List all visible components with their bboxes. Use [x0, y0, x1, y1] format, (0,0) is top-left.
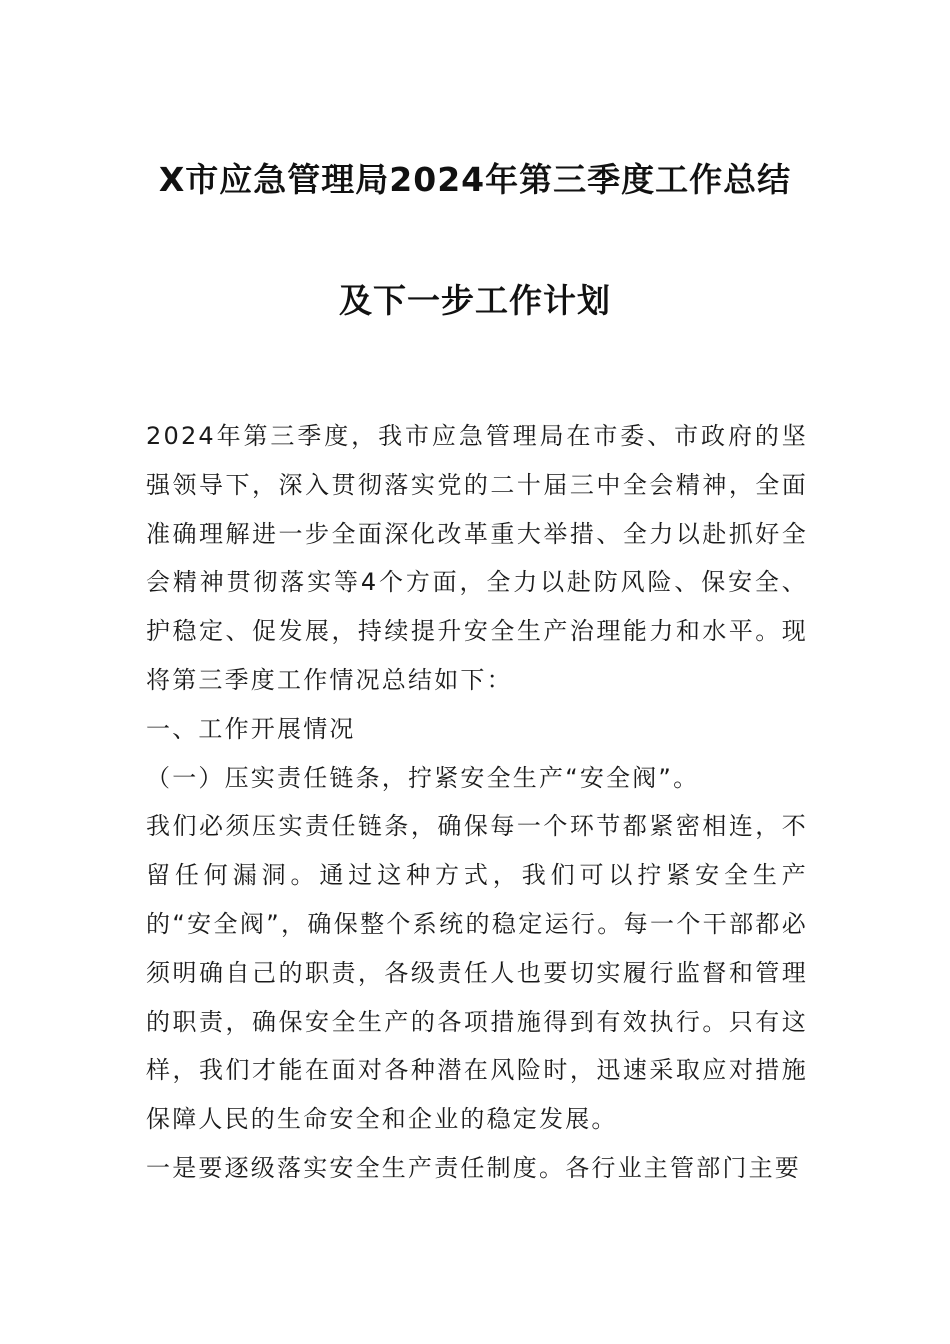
- intro-paragraph: 2024年第三季度，我市应急管理局在市委、市政府的坚强领导下，深入贯彻落实党的二十届三中全会精神，全面准确理解进一步全面深化改革重大举措、全力以赴抓好全会精神贯彻落实等4个方面，全力以赴防风险、保安全、护稳定、促发展，持续提升安全生产治理能力和水平。现将第三季度工作情况总结如下：: [146, 422, 808, 694]
- document-title-line-1: X市应急管理局2024年第三季度工作总结: [158, 160, 792, 199]
- subsection-heading-1: （一）压实责任链条，拧紧安全生产“安全阀”。: [146, 763, 700, 792]
- body-paragraph-partial: 一是要逐级落实安全生产责任制度。各行业主管部门主要: [146, 1153, 801, 1182]
- body-paragraph: 我们必须压实责任链条，确保每一个环节都紧密相连，不留任何漏洞。通过这种方式，我们可以拧紧安全生产的“安全阀”，确保整个系统的稳定运行。每一个干部都必须明确自己的职责，各级责任人也要切实履行监督和管理的职责，确保安全生产的各项措施得到有效执行。只有这样，我们才能在面对各种潜在风险时，迅速采取应对措施保障人民的生命安全和企业的稳定发展。: [146, 812, 808, 1134]
- document-body: [146, 412, 808, 1193]
- document-title-line-2: 及下一步工作计划: [339, 281, 611, 320]
- section-heading-1: 一、工作开展情况: [146, 714, 356, 743]
